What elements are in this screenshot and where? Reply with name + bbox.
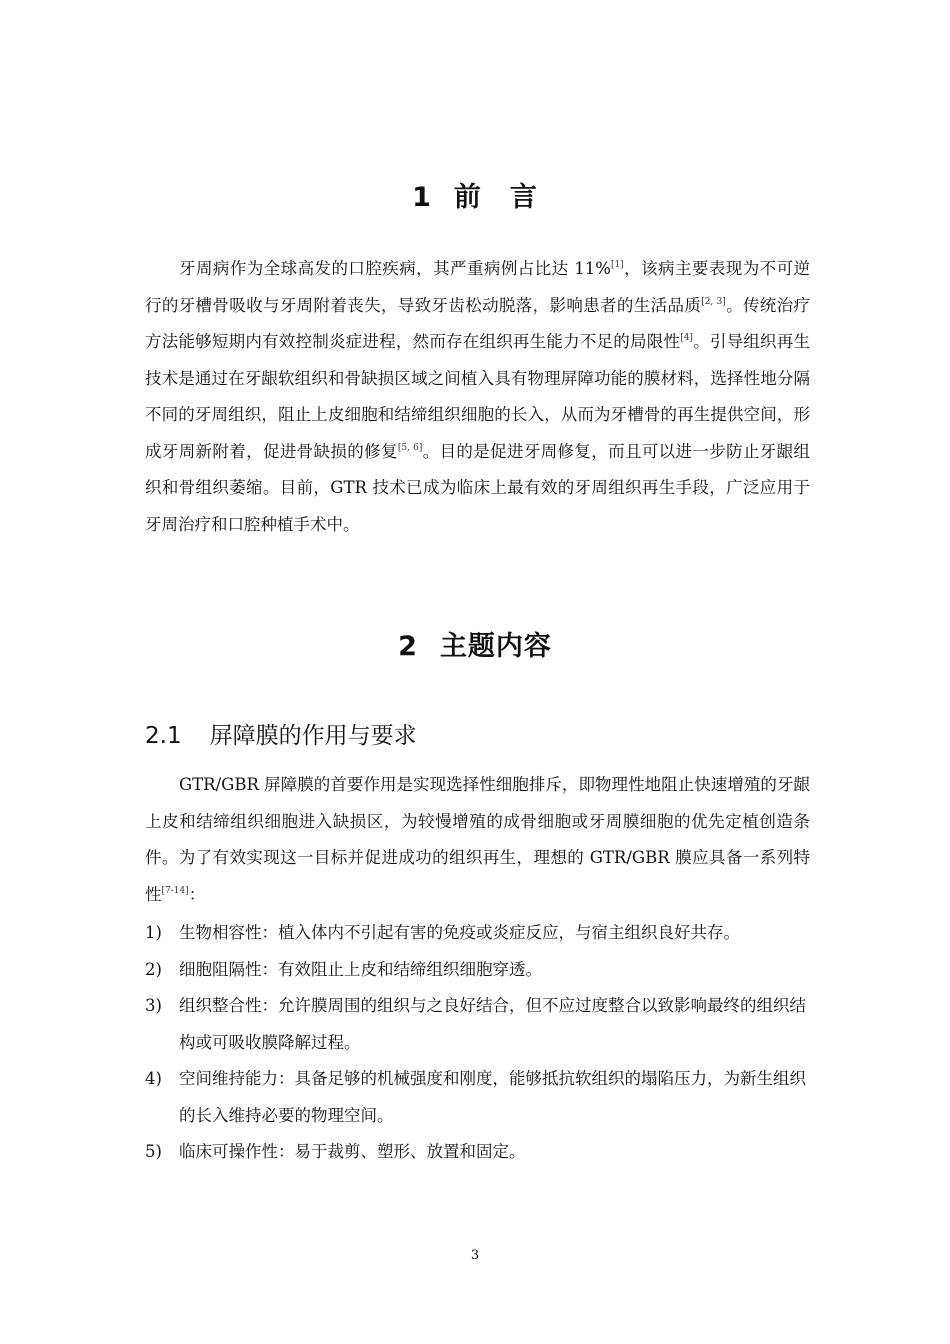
section-number: 1 — [412, 182, 432, 213]
paragraph-text: 。目的是促进牙周修复，而且可以进一步防止牙龈组织和骨组织萎缩。目前，GTR 技术已成为临床上最有效的牙周组织再生手段，广泛应用于牙周治疗和口腔种植手术中。 — [145, 441, 811, 534]
paragraph-text: GTR/GBR 屏障膜的首要作用是实现选择性细胞排斥，即物理性地阻止快速增殖的牙龈上皮和结缔组织细胞进入缺损区，为较慢增殖的成骨细胞或牙周膜细胞的优先定植创造条件。为了有效实现这一目标并促进成功的组织再生，理想的 GTR/GBR 膜应具备一系列特性 — [145, 775, 810, 904]
list-item — [145, 1134, 817, 1171]
list-marker: 1) — [145, 923, 162, 942]
list-item-text: 生物相容性：植入体内不引起有害的免疫或炎症反应，与宿主组织良好共存。 — [179, 923, 740, 942]
section-title: 主题内容 — [439, 631, 552, 662]
list-item — [145, 915, 817, 952]
page-number: 3 — [470, 1248, 480, 1263]
citation: [7-14] — [161, 885, 189, 896]
paragraph-text: ，该病主要表现为不可逆行的牙槽骨吸收与牙周附着丧失，导致牙齿松动脱落，影响患者的生活品质 — [145, 259, 811, 315]
list-item-text: 组织整合性：允许膜周围的组织与之良好结合，但不应过度整合以致影响最终的组织结构或可吸收膜降解过程。 — [179, 996, 806, 1052]
list-item — [145, 988, 817, 1061]
intro-paragraph — [145, 251, 810, 543]
paragraph-text: 。传统治疗方法能够短期内有效控制炎症进程，然而存在组织再生能力不足的局限性 — [145, 295, 811, 351]
citation: [5, 6] — [397, 442, 423, 453]
citation: [4] — [680, 333, 693, 343]
list-marker: 3) — [145, 996, 162, 1015]
barrier-membrane-paragraph — [145, 767, 810, 913]
list-marker: 2) — [145, 959, 162, 979]
subsection-number: 2.1 — [145, 723, 182, 749]
subsection-title: 屏障膜的作用与要求 — [209, 723, 417, 749]
list-item — [145, 952, 817, 989]
citation: [1] — [610, 260, 624, 270]
list-marker: 5) — [145, 1142, 162, 1161]
paragraph-text: 。引导组织再生技术是通过在牙龈软组织和骨缺损区域之间植入具有物理屏障功能的膜材料，选择性地分隔不同的牙周组织，阻止上皮细胞和结缔组织细胞的长入，从而为牙槽骨的再生提供空间，形成牙周新附着，促进骨缺损的修复 — [145, 332, 811, 461]
list-item — [145, 1061, 817, 1134]
requirements-list — [145, 915, 817, 1171]
citation: [2, 3] — [701, 296, 726, 307]
paragraph-text: 牙周病作为全球高发的口腔疾病，其严重病例占比达 11% — [179, 259, 611, 278]
section-1-heading — [0, 175, 950, 214]
section-2-heading — [0, 624, 950, 663]
paragraph-text: ： — [188, 884, 206, 904]
subsection-2-1-heading — [145, 717, 417, 750]
list-marker: 4) — [145, 1069, 162, 1088]
section-number: 2 — [398, 631, 418, 662]
list-item-text: 空间维持能力：具备足够的机械强度和刚度，能够抵抗软组织的塌陷压力，为新生组织的长入维持必要的物理空间。 — [179, 1069, 806, 1125]
list-item-text: 细胞阻隔性：有效阻止上皮和结缔组织细胞穿透。 — [179, 959, 542, 979]
list-item-text: 临床可操作性：易于裁剪、塑形、放置和固定。 — [179, 1142, 526, 1161]
section-title: 前 言 — [453, 182, 538, 213]
